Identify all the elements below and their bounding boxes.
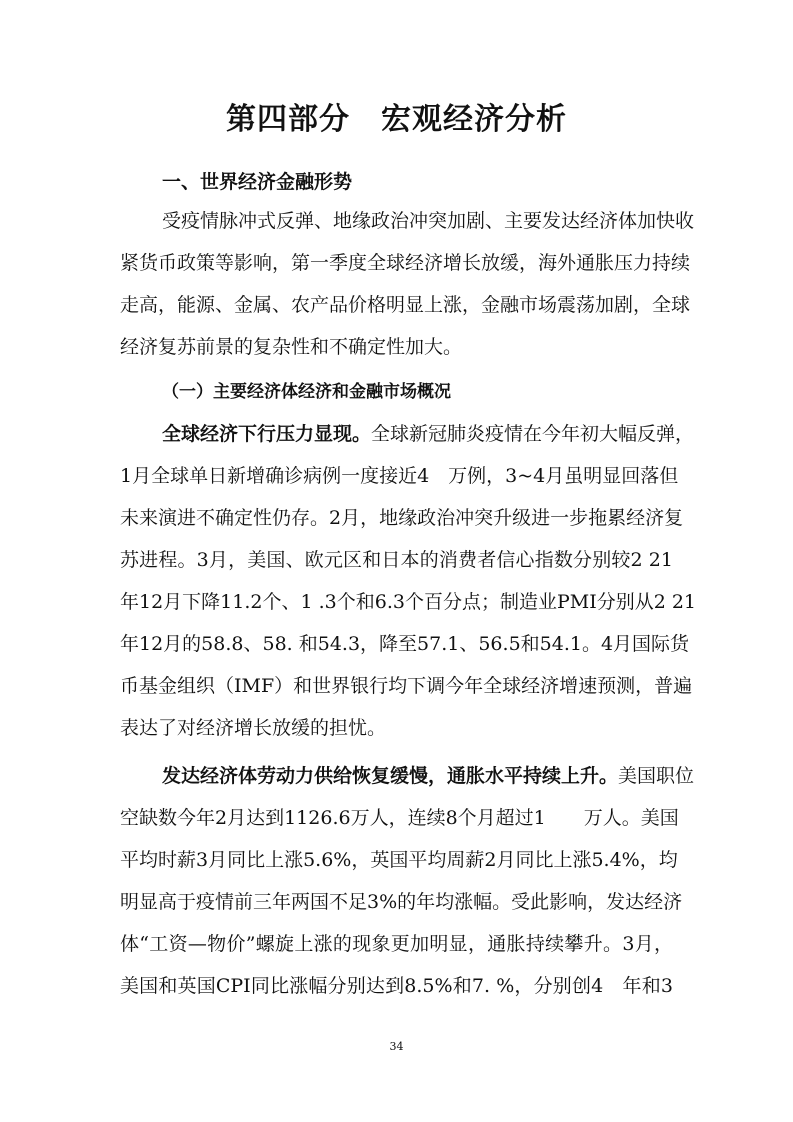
paragraph2-lead: 全球经济下行压力显现。: [162, 423, 372, 445]
paragraph1-line-3: 走高，能源、金属、农产品价格明显上涨，金融市场震荡加剧，全球: [120, 294, 691, 316]
paragraph3-line-6: 美国和英国CPI同比涨幅分别达到8.5%和7. %，分别创4 年和3: [120, 975, 673, 997]
paragraph2-line-6: 年12月的58.8、58. 和54.3，降至57.1、56.5和54.1。4月国际货: [120, 633, 690, 655]
paragraph2-line-5: 年12月下降11.2个、1 .3个和6.3个百分点；制造业PMI分别从2 21: [120, 591, 697, 613]
paragraph1-line-2: 紧货币政策等影响，第一季度全球经济增长放缓，海外通胀压力持续: [120, 252, 691, 274]
paragraph2-line-1: [162, 420, 695, 448]
subsection-title: （一）主要经济体经济和金融市场概况: [162, 382, 451, 402]
paragraph2-line-8: 表达了对经济增长放缓的担忧。: [120, 717, 387, 739]
page-number: 34: [389, 1040, 404, 1053]
paragraph1-line-1: 受疫情脉冲式反弹、地缘政治冲突加剧、主要发达经济体加快收: [162, 210, 695, 232]
paragraph2-line-2: 1月全球单日新增确诊病例一度接近4 万例，3~4月虽明显回落但: [120, 465, 679, 487]
section-title: 一、世界经济金融形势: [162, 171, 353, 193]
paragraph3-line-1: [162, 762, 695, 790]
paragraph2-line-4: 苏进程。3月，美国、欧元区和日本的消费者信心指数分别较2 21: [120, 549, 673, 571]
paragraph3-line-5: 体“工资—物价”螺旋上涨的现象更加明显，通胀持续攀升。3月，: [120, 933, 673, 955]
paragraph3-line-3: 平均时薪3月同比上涨5.6%，英国平均周薪2月同比上涨5.4%，均: [120, 849, 678, 871]
paragraph2-line-1-text: 全球新冠肺炎疫情在今年初大幅反弹，: [371, 423, 695, 445]
paragraph2-line-7: 币基金组织（IMF）和世界银行均下调今年全球经济增速预测，普遍: [120, 675, 693, 697]
paragraph3-line-2: 空缺数今年2月达到1126.6万人，连续8个月超过1 万人。美国: [120, 807, 679, 829]
paragraph1-line-4: 经济复苏前景的复杂性和不确定性加大。: [120, 336, 463, 358]
part-title: 第四部分 宏观经济分析: [226, 102, 567, 137]
paragraph2-line-3: 未来演进不确定性仍存。2月，地缘政治冲突升级进一步拖累经济复: [120, 507, 684, 529]
paragraph3-line-1-text: 美国职位: [618, 765, 695, 787]
paragraph3-line-4: 明显高于疫情前三年两国不足3%的年均涨幅。受此影响，发达经济: [120, 891, 683, 913]
paragraph3-lead: 发达经济体劳动力供给恢复缓慢，通胀水平持续上升。: [162, 765, 619, 787]
